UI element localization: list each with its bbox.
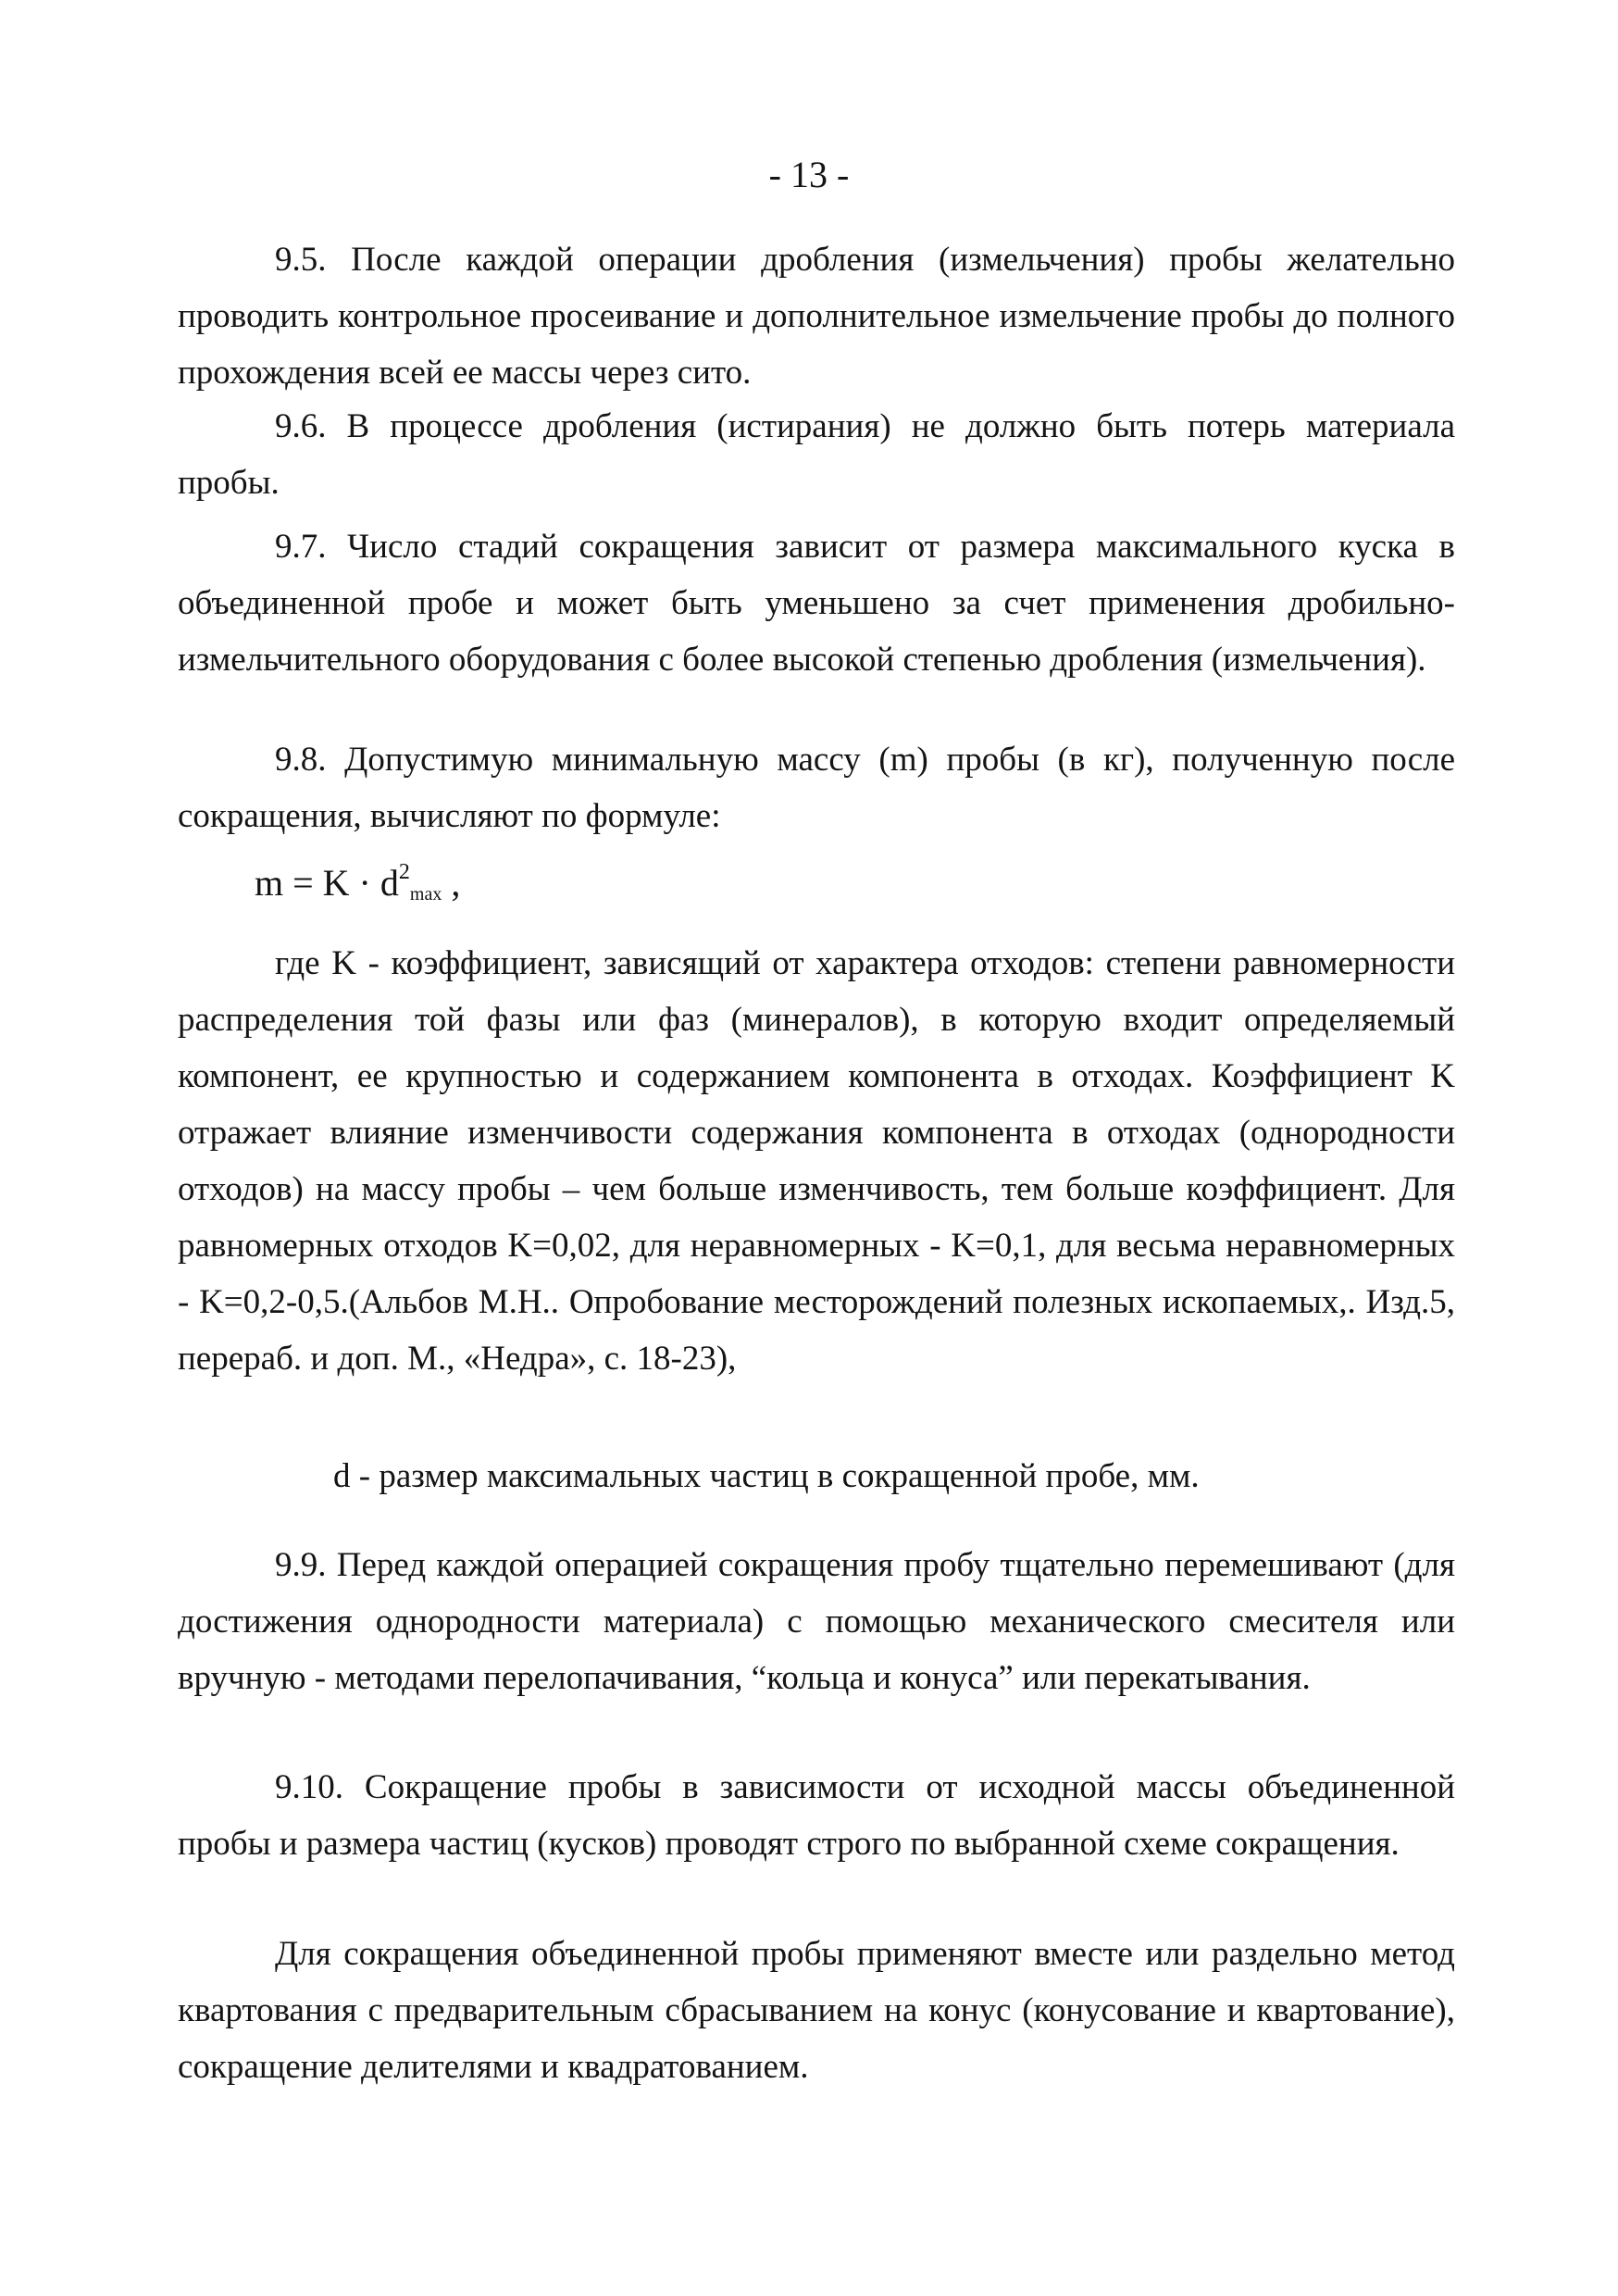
paragraph-9-6: 9.6. В процессе дробления (истирания) не должно быть потерь материала пробы. <box>178 407 1455 502</box>
paragraph-9-10: 9.10. Сокращение пробы в зависимости от исходной массы объединенной пробы и размера частиц (кусков) проводят строго по выбранной схеме сокращения. <box>178 1768 1455 1863</box>
formula-subscript: max <box>409 884 442 905</box>
paragraph-9-8: 9.8. Допустимую минимальную массу (m) пробы (в кг), полученную после сокращения, вычисляют по формуле: <box>178 741 1455 835</box>
page-number: - 13 - <box>768 154 850 195</box>
variable-d-definition: d - размер максимальных частиц в сокращенной пробе, мм. <box>333 1457 1200 1495</box>
formula-tail: , <box>442 862 461 904</box>
formula-exponent: 2 <box>398 860 410 884</box>
reduction-methods <box>178 1926 1455 2095</box>
clause-9-5 <box>178 231 1455 401</box>
formula-lhs: m = K · d <box>255 862 399 904</box>
coefficient-k-definition <box>178 935 1455 1387</box>
clause-9-10 <box>178 1759 1455 1872</box>
clause-9-8 <box>178 731 1455 844</box>
clause-9-6 <box>178 398 1455 511</box>
paragraph-where-k: где K - коэффициент, зависящий от характера отходов: степени равномерности распределения той фазы или фаз (минералов), в которую входит определяемый компонент, ее крупностью и содержанием компонента в отходах. Коэффициент K отражает влияние изменчивости содержания компонента в отходах (однородности отходов) на массу пробы – чем больше изменчивость, тем больше коэффициент. Для равномерных отходов K=0,02, для неравномерных - K=0,1, для весьма неравномерных - K=0,2-0,5.(Альбов М.Н.. Опробование месторождений полезных ископаемых,. Изд.5, перераб. и доп. М., «Недра», с. 18-23), <box>178 944 1455 1378</box>
paragraph-9-9: 9.9. Перед каждой операцией сокращения пробу тщательно перемешивают (для достижения однородности материала) с помощью механического смесителя или вручную - методами перелопачивания, “кольца и конуса” или перекатывания. <box>178 1546 1455 1697</box>
clause-9-7 <box>178 518 1455 688</box>
clause-9-9 <box>178 1537 1455 1706</box>
paragraph-9-7: 9.7. Число стадий сокращения зависит от размера максимального куска в объединенной пробе и может быть уменьшено за счет применения дробильно-измельчительного оборудования с более высокой степенью дробления (измельчения). <box>178 528 1455 679</box>
paragraph-reduction-methods: Для сокращения объединенной пробы применяют вместе или раздельно метод квартования с предварительным сбрасыванием на конус (конусование и квартование), сокращение делителями и квадратованием. <box>178 1935 1455 2086</box>
paragraph-9-5: 9.5. После каждой операции дробления (измельчения) пробы желательно проводить контрольное просеивание и дополнительное измельчение пробы до полного прохождения всей ее массы через сито. <box>178 241 1455 392</box>
mass-formula <box>255 844 460 922</box>
